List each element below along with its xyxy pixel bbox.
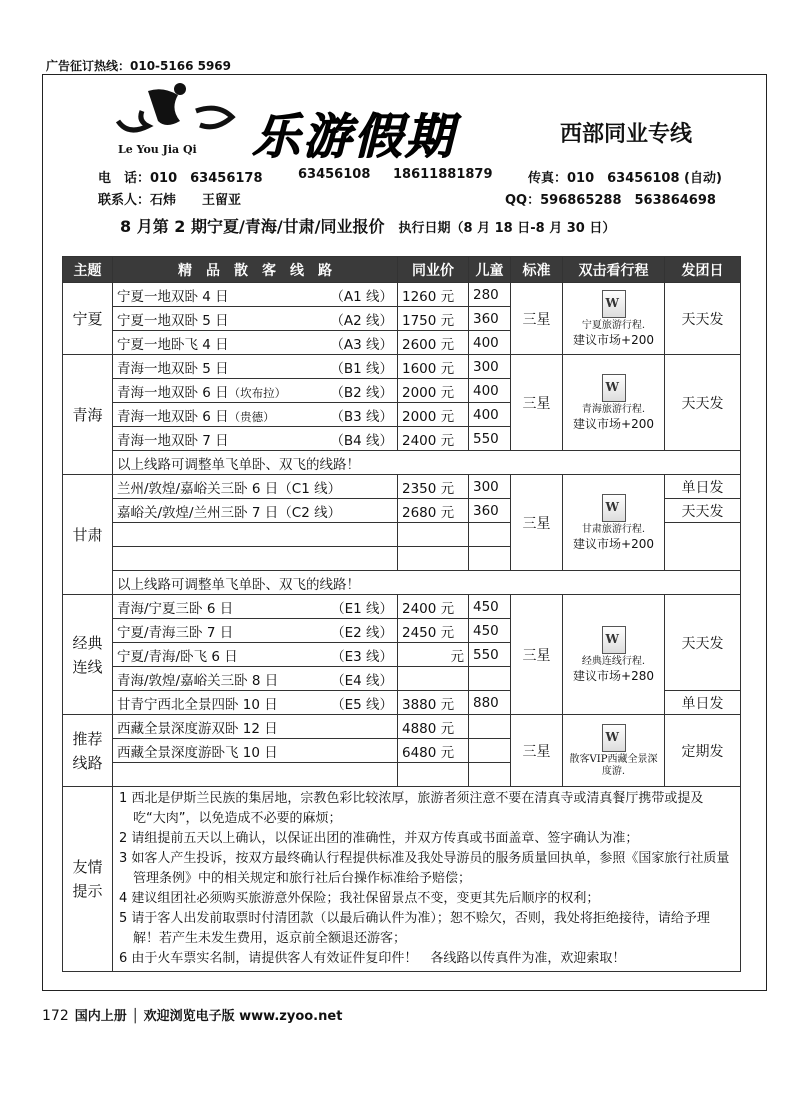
theme-recommend: 推荐线路 [63,715,113,787]
route-cell: 西藏全景深度游双卧 12 日 [113,715,398,739]
contact-phone-3: 18611881879 [393,167,493,182]
child-cell [469,667,511,691]
contact-qq: QQ：596865288 563864698 [505,193,716,208]
route-cell: 青海一地双卧 5 日 （B1 线） [113,355,398,379]
tip-item: 2 请组提前五天以上确认，以保证出团的准确性，并双方传真或书面盖章、签字确认为准； [119,831,639,846]
price-cell: 2600 元 [398,331,469,355]
price-cell: 2680 元 [398,499,469,523]
child-cell: 450 [469,595,511,619]
tip-item: 5 请于客人出发前取票时付清团款（以最后确认件为准）；恕不赊欠，否则，我处将拒绝接待，请给予理解！若产生未发生费用，返京前全额退还游客； [119,911,710,946]
table-row [63,355,741,379]
price-cell: 1260 元 [398,283,469,307]
route-cell: 宁夏一地双卧 5 日 （A2 线） [113,307,398,331]
theme-qinghai: 青海 [63,355,113,475]
header-theme: 主题 [63,257,113,283]
tip-item: 1 西北是伊斯兰民族的集居地，宗教色彩比较浓厚，旅游者须注意不要在清真寺或清真餐厅携带或提及吃“大肉”，以免造成不必要的麻烦； [119,791,704,826]
price-cell: 2400 元 [398,427,469,451]
route-cell: 青海/敦煌/嘉峪关三卧 8 日 （E4 线） [113,667,398,691]
child-cell: 360 [469,499,511,523]
price-title [120,214,615,237]
header-route: 精 品 散 客 线 路 [113,257,398,283]
price-cell: 1600 元 [398,355,469,379]
departure-cell: 单日发 [665,691,741,715]
contact-phone-2: 63456108 [298,167,371,182]
price-cell: 2400 元 [398,595,469,619]
itinerary-ningxia[interactable]: W 宁夏旅游行程. 建议市场+200 [563,283,665,355]
departure-cell: 天天发 [665,499,741,523]
departure-cell: 天天发 [665,283,741,355]
table-row [63,451,741,475]
child-cell [469,739,511,763]
price-cell: 2350 元 [398,475,469,499]
contact-fax: 传真：010 63456108 (自动) [528,171,722,186]
child-cell [469,523,511,547]
header-child: 儿童 [469,257,511,283]
child-cell: 280 [469,283,511,307]
itinerary-gansu[interactable]: W 甘肃旅游行程. 建议市场+200 [563,475,665,571]
gansu-note: 以上线路可调整单飞单卧、双飞的线路！ [113,571,741,595]
table-row [63,571,741,595]
table-row [63,595,741,619]
route-cell: 宁夏/青海/卧飞 6 日 （E3 线） [113,643,398,667]
standard-cell: 三星 [511,715,563,787]
departure-cell [665,523,741,571]
theme-gansu: 甘肃 [63,475,113,595]
route-cell: 宁夏一地卧飞 4 日 （A3 线） [113,331,398,355]
ad-hotline: 广告征订热线：010-5166 5969 [46,59,232,73]
logo-caption: Le You Jia Qi [118,143,197,156]
child-cell [469,715,511,739]
child-cell: 400 [469,331,511,355]
price-title-main: 8 月第 2 期宁夏/青海/甘肃/同业报价 [120,217,385,236]
theme-ningxia: 宁夏 [63,283,113,355]
tip-item: 6 由于火车票实名制，请提供客人有效证件复印件！ 各线路以传真件为准，欢迎索取！ [119,951,626,966]
itinerary-classic[interactable]: W 经典连线行程. 建议市场+280 [563,595,665,715]
price-cell: 1750 元 [398,307,469,331]
child-cell: 550 [469,427,511,451]
price-cell: 3880 元 [398,691,469,715]
page-footer [42,1005,342,1024]
route-cell [113,523,398,547]
price-cell: 2450 元 [398,619,469,643]
qinghai-note: 以上线路可调整单飞单卧、双飞的线路！ [113,451,741,475]
tips-list [113,787,741,972]
table-row [63,475,741,499]
route-cell: 青海一地双卧 6 日（坎布拉） （B2 线） [113,379,398,403]
brand-name: 乐游假期 [252,109,457,165]
route-cell [113,763,398,787]
table-header [63,257,741,283]
price-cell [398,667,469,691]
departure-cell: 单日发 [665,475,741,499]
price-cell [398,547,469,571]
word-document-icon[interactable]: W [602,494,626,522]
table-row [63,283,741,307]
itinerary-qinghai[interactable]: W 青海旅游行程. 建议市场+200 [563,355,665,451]
word-document-icon[interactable]: W [602,374,626,402]
contact-people: 联系人：石炜 王留亚 [98,193,242,208]
route-cell: 甘青宁西北全景四卧 10 日 （E5 线） [113,691,398,715]
tip-item: 3 如客人产生投诉，按双方最终确认行程提供标准及我处导游员的服务质量回执单，参照《国家旅行社质量管理条例》中的相关规定和旅行社后台操作标准给予赔偿； [119,851,730,886]
itinerary-recommend[interactable]: W 散客VIP西藏全景深度游. [563,715,665,787]
execution-date: 执行日期（8 月 18 日-8 月 30 日） [398,221,616,236]
standard-cell: 三星 [511,475,563,571]
footer-text: 国内上册 │ 欢迎浏览电子版 www.zyoo.net [74,1009,343,1024]
word-document-icon[interactable]: W [602,724,626,752]
standard-cell: 三星 [511,283,563,355]
brand-subtitle: 西部同业专线 [560,121,693,147]
route-cell: 西藏全景深度游卧飞 10 日 [113,739,398,763]
table-row [63,787,741,972]
price-cell: 2000 元 [398,403,469,427]
price-cell: 2000 元 [398,379,469,403]
route-cell: 兰州/敦煌/嘉峪关三卧 6 日（C1 线） [113,475,398,499]
standard-cell: 三星 [511,595,563,715]
child-cell [469,763,511,787]
table-row [63,715,741,739]
header-departure: 发团日 [665,257,741,283]
child-cell [469,547,511,571]
route-cell: 嘉峪关/敦煌/兰州三卧 7 日（C2 线） [113,499,398,523]
route-cell: 宁夏/青海三卧 7 日 （E2 线） [113,619,398,643]
header-standard: 标准 [511,257,563,283]
logo-figure-icon [108,81,238,145]
word-document-icon[interactable]: W [602,290,626,318]
departure-cell: 天天发 [665,595,741,691]
child-cell: 300 [469,355,511,379]
price-cell [398,763,469,787]
theme-classic: 经典连线 [63,595,113,715]
standard-cell: 三星 [511,355,563,451]
child-cell: 300 [469,475,511,499]
tip-item: 4 建议组团社必须购买旅游意外保险；我社保留景点不变，变更其先后顺序的权利； [119,891,600,906]
price-cell: 元 [398,643,469,667]
child-cell: 400 [469,403,511,427]
departure-cell: 定期发 [665,715,741,787]
header-price: 同业价 [398,257,469,283]
route-cell: 宁夏一地双卧 4 日 （A1 线） [113,283,398,307]
price-table [62,256,740,972]
contact-phone: 电 话：010 63456178 [98,171,263,186]
price-cell: 4880 元 [398,715,469,739]
child-cell: 880 [469,691,511,715]
price-cell [398,523,469,547]
child-cell: 450 [469,619,511,643]
departure-cell: 天天发 [665,355,741,451]
child-cell: 550 [469,643,511,667]
child-cell: 360 [469,307,511,331]
route-cell: 青海一地双卧 7 日 （B4 线） [113,427,398,451]
price-cell: 6480 元 [398,739,469,763]
page-number: 172 [42,1008,69,1024]
route-cell [113,547,398,571]
header-itinerary: 双击看行程 [563,257,665,283]
route-cell: 青海一地双卧 6 日（贵德） （B3 线） [113,403,398,427]
route-cell: 青海/宁夏三卧 6 日 （E1 线） [113,595,398,619]
child-cell: 400 [469,379,511,403]
theme-tips: 友情提示 [63,787,113,972]
word-document-icon[interactable]: W [602,626,626,654]
